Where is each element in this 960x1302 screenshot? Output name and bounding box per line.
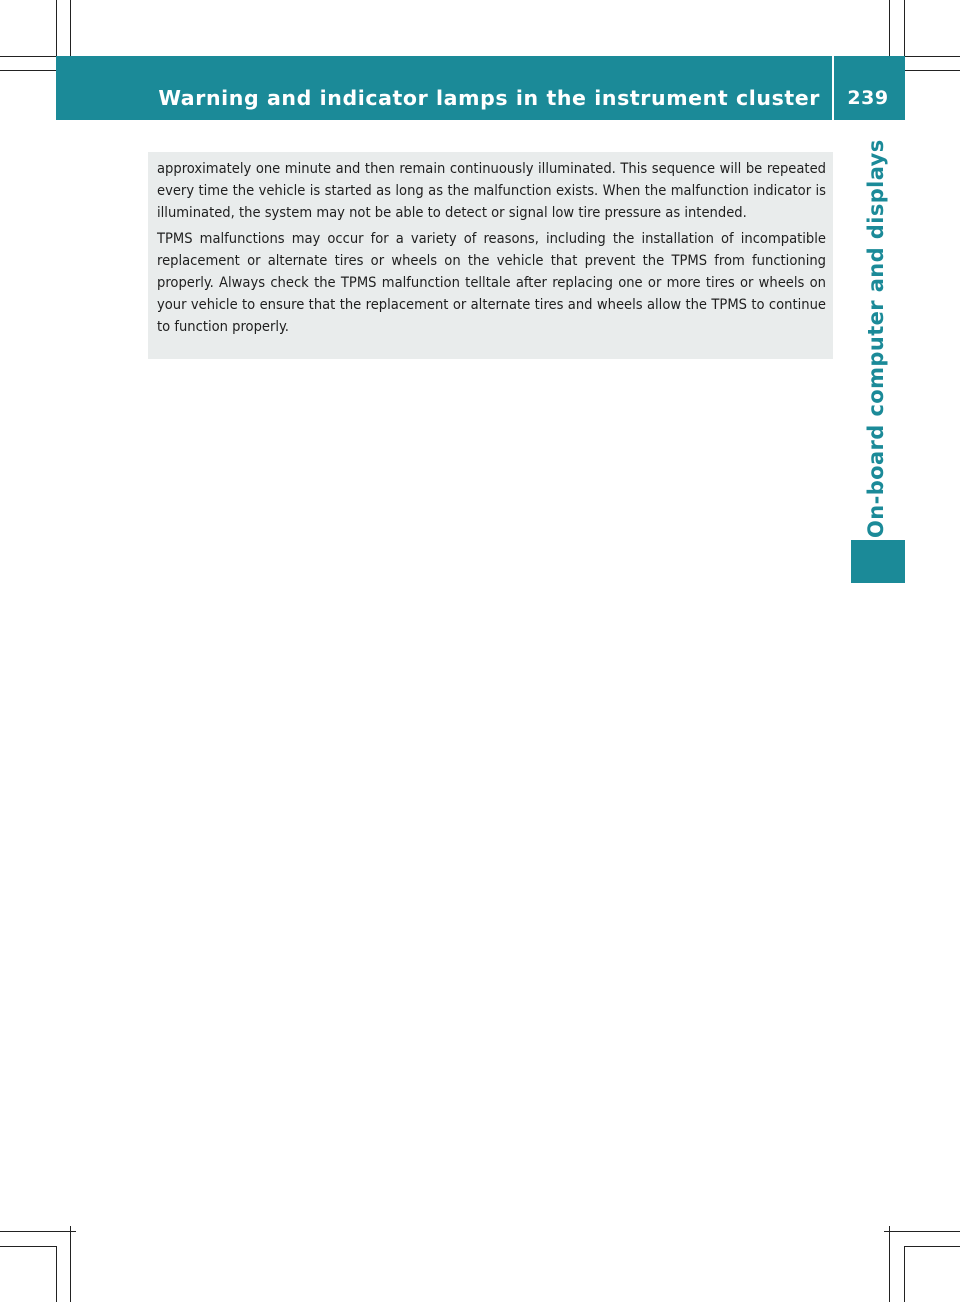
crop-mark-bottom-left-v2	[56, 1246, 57, 1302]
side-tab-marker	[851, 540, 905, 583]
crop-mark-bottom-right-v2	[904, 1246, 905, 1302]
note-paragraph: TPMS malfunctions may occur for a variety of reasons, including the installation of incompatible replacement or alternate tires or wheels on the vehicle that prevent the TPMS from functioning properly. Always check the TPMS malfunction telltale after replacing one or more tires or wheels on your vehicle to ensure that the replacement or alternate tires and wheels allow the TPMS to continue to function properly.	[157, 230, 826, 335]
page-number: 239	[847, 87, 889, 109]
crop-mark-bottom-left-v	[70, 1226, 71, 1302]
note-paragraph: approximately one minute and then remain continuously illuminated. This sequence will be repeated every time the vehicle is started as long as the malfunction exists. When the malfunction indicator is illuminated, the system may not be able to detect or signal low tire pressure as intended.	[157, 160, 826, 221]
crop-mark-bottom-left-h	[0, 1231, 76, 1232]
note-box	[148, 152, 833, 359]
crop-mark-top-right-h2	[904, 56, 960, 57]
crop-mark-bottom-right-h	[884, 1231, 960, 1232]
crop-mark-bottom-left-h2	[0, 1246, 56, 1247]
header-divider	[832, 56, 834, 120]
page-title: Warning and indicator lamps in the instrument cluster	[158, 86, 820, 110]
crop-mark-bottom-right-v	[889, 1226, 890, 1302]
crop-mark-top-left-v2	[56, 0, 57, 56]
crop-mark-bottom-right-h2	[904, 1246, 960, 1247]
side-tab-label: On-board computer and displays	[864, 139, 888, 538]
crop-mark-top-right-v2	[904, 0, 905, 56]
crop-mark-top-left-h2	[0, 56, 56, 57]
